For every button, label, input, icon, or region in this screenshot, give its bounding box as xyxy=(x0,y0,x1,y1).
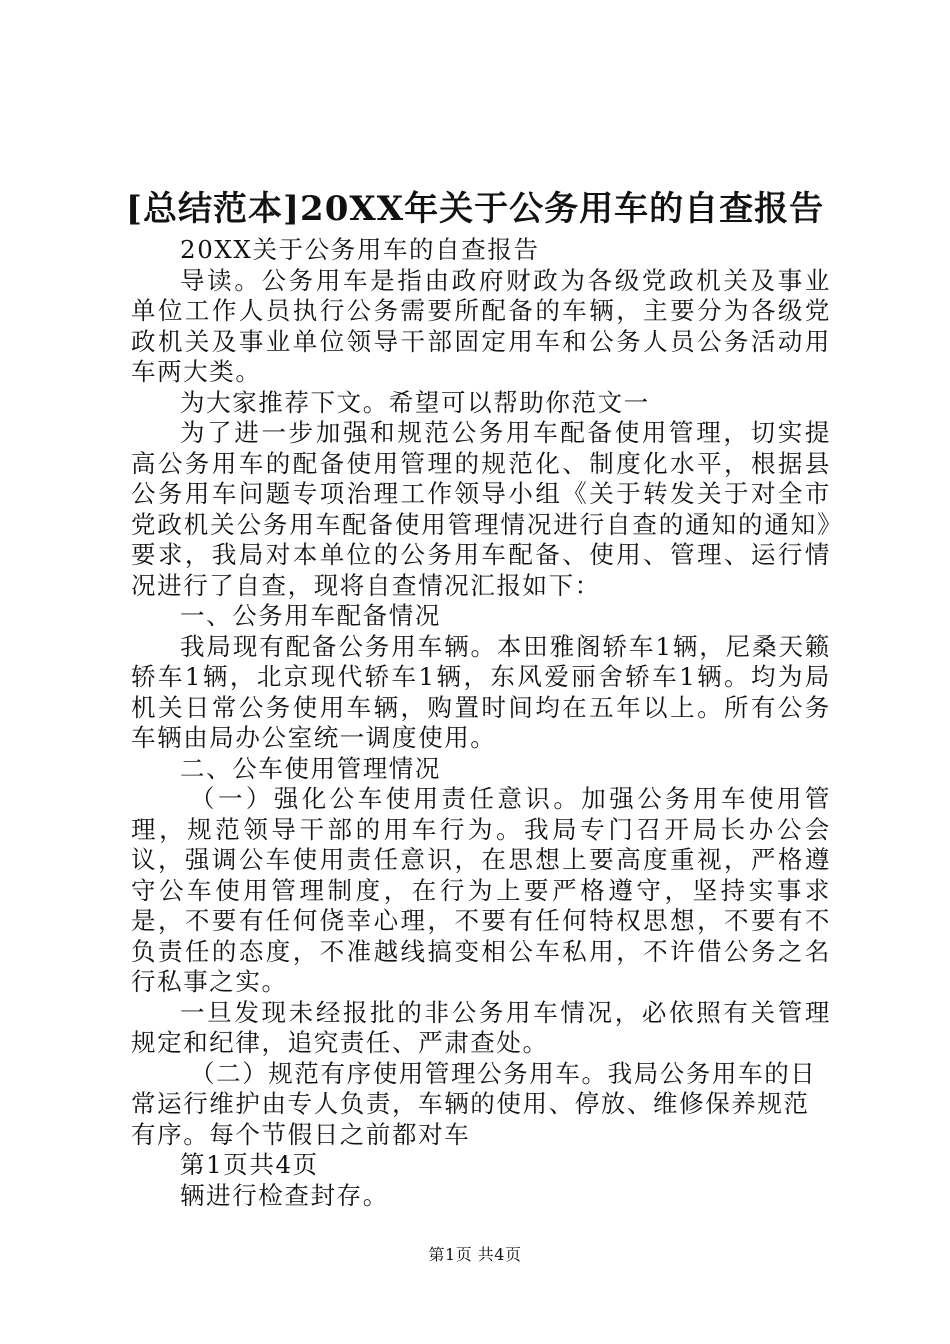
section-heading-2: 二、公车使用管理情况 xyxy=(180,753,441,783)
discipline-paragraph: 一旦发现未经报批的非公务用车情况，必依照有关管理规定和纪律，追究责任、严肃查处。 xyxy=(131,997,831,1057)
subsection-1-paragraph: （一）强化公车使用责任意识。加强公务用车使用管理，规范领导干部的用车行为。我局专门召开局长办公会议，强调公车使用责任意识，在思想上要高度重视，严格遵守公车使用管理制度，在行为上要严格遵守，坚持实事求是，不要有任何侥幸心理，不要有任何特权思想，不要有不负责任的态度，不准越线搞变相公车私用，不许借公务之名行私事之实。 xyxy=(131,784,831,996)
recommend-paragraph: 为大家推荐下文。希望可以帮助你范文一 xyxy=(180,387,650,417)
subsection-2-paragraph: （二）规范有序使用管理公务用车。我局公务用车的日常运行维护由专人负责，车辆的使用、停放、维修保养规范有序。每个节假日之前都对车 xyxy=(131,1058,817,1149)
document-title: [总结范本]20XX年关于公务用车的自查报告 xyxy=(125,189,825,229)
inline-page-marker: 第1页共4页 xyxy=(180,1150,319,1179)
background-paragraph: 为了进一步加强和规范公务用车配备使用管理，切实提高公务用车的配备使用管理的规范化、制度化水平，根据县公务用车问题专项治理工作领导小组《关于转发关于对全市党政机关公务用车配备使用管理情况进行自查的通知的通知》要求，我局对本单位的公务用车配备、使用、管理、运行情况进行了自查，现将自查情况汇报如下： xyxy=(131,418,831,600)
intro-paragraph: 导读。公务用车是指由政府财政为各级党政机关及事业单位工作人员执行公务需要所配备的车辆，主要分为各级党政机关及事业单位领导干部固定用车和公务人员公务活动用车两大类。 xyxy=(131,265,831,386)
vehicle-paragraph: 我局现有配备公务用车辆。本田雅阁轿车1辆，尼桑天籁轿车1辆，北京现代轿车1辆，东风爱丽舍轿车1辆。均为局机关日常公务使用车辆，购置时间均在五年以上。所有公务车辆由局办公室统一调度使用。 xyxy=(131,631,831,752)
page-footer: 第1页 共4页 xyxy=(428,1245,522,1264)
document-body xyxy=(131,235,831,1211)
section-heading-1: 一、公务用车配备情况 xyxy=(180,601,441,630)
subtitle-paragraph: 20XX关于公务用车的自查报告 xyxy=(180,235,540,264)
continuation-paragraph: 辆进行检查封存。 xyxy=(180,1180,389,1210)
